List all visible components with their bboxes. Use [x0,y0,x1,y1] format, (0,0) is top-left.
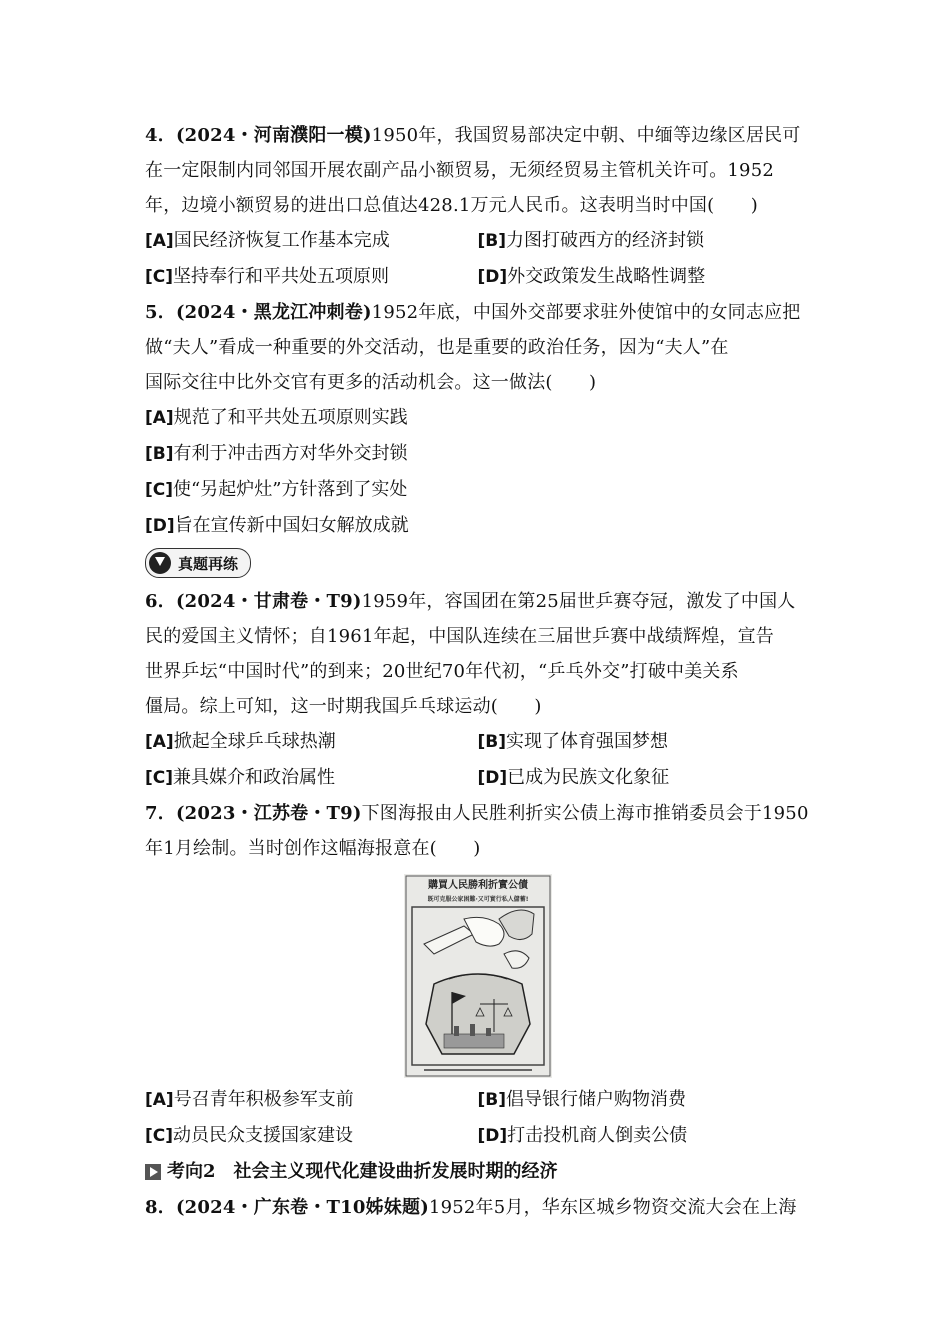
question-stem-line: 7．(2023・江苏卷・T9)下图海报由人民胜利折实公债上海市推销委员会于1950 [145,803,809,824]
option-d[interactable]: [D]打击投机商人倒卖公债 [477,1125,688,1146]
option-b[interactable]: [B]实现了体育强国梦想 [477,731,668,752]
question-source: (2024・黑龙江冲刺卷) [175,302,372,323]
bond-poster-image [404,874,552,1078]
page-content [145,118,810,1225]
question-source: (2024・甘肃卷・T9) [175,591,362,612]
question-stem-line: 做“夫人”看成一种重要的外交活动，也是重要的政治任务，因为“夫人”在 [145,337,729,358]
options-row [145,436,810,472]
options-row [145,400,810,436]
options-row [145,259,810,295]
section-heading [145,1154,810,1190]
question-stem-line: 民的爱国主义情怀；自1961年起，中国队连续在三届世乒赛中战绩辉煌，宣告 [145,626,775,647]
question-stem-line: 年，边境小额贸易的进出口总值达428.1万元人民币。这表明当时中国( ) [145,195,758,216]
play-triangle-icon [145,1164,161,1180]
question-stem-line: 世界乒坛“中国时代”的到来；20世纪70年代初，“乒乓外交”打破中美关系 [145,661,739,682]
option-b[interactable]: [B]有利于冲击西方对华外交封锁 [145,443,408,464]
poster-figure [145,874,810,1078]
option-c[interactable]: [C]兼具媒介和政治属性 [145,767,336,788]
poster-title: 購買人民勝利折實公債 [427,880,528,891]
option-c[interactable]: [C]使“另起炉灶”方针落到了实处 [145,479,408,500]
option-a[interactable]: [A]号召青年积极参军支前 [145,1089,354,1110]
question-6 [145,584,810,796]
question-7 [145,796,810,1154]
option-c[interactable]: [C]动员民众支援国家建设 [145,1125,354,1146]
question-number: 5． [145,302,176,323]
option-c[interactable]: [C]坚持奉行和平共处五项原则 [145,266,390,287]
option-a[interactable]: [A]规范了和平共处五项原则实践 [145,407,408,428]
badge-label: 真题再练 [178,554,239,573]
option-a[interactable]: [A]国民经济恢复工作基本完成 [145,230,390,251]
section-label: 考向2 社会主义现代化建设曲折发展时期的经济 [167,1161,558,1182]
options-row [145,1118,810,1154]
poster-subtitle: 既可克服公家困難·又可實行私人儲蓄! [426,896,529,903]
section-badge [145,548,251,578]
question-source: (2023・江苏卷・T9) [175,803,362,824]
option-a[interactable]: [A]掀起全球乒乓球热潮 [145,731,336,752]
question-5 [145,295,810,544]
question-stem-line: 僵局。综上可知，这一时期我国乒乓球运动( ) [145,696,542,717]
option-d[interactable]: [D]旨在宣传新中国妇女解放成就 [145,515,409,536]
options-row [145,724,810,760]
question-stem-line: 年1月绘制。当时创作这幅海报意在( ) [145,838,481,859]
question-stem-line: 4．(2024・河南濮阳一模)1950年，我国贸易部决定中朝、中缅等边缘区居民可 [145,125,801,146]
question-number: 8． [145,1197,176,1218]
option-d[interactable]: [D]外交政策发生战略性调整 [477,266,706,287]
question-stem-line: 6．(2024・甘肃卷・T9)1959年，容国团在第25届世乒赛夺冠，激发了中国人 [145,591,796,612]
download-arrow-icon [149,552,171,574]
options-row [145,760,810,796]
options-row [145,472,810,508]
question-source: (2024・河南濮阳一模) [175,125,372,146]
question-stem-line: 8．(2024・广东卷・T10姊妹题)1952年5月，华东区城乡物资交流大会在上海 [145,1197,797,1218]
option-d[interactable]: [D]已成为民族文化象征 [477,767,670,788]
question-stem-line: 5．(2024・黑龙江冲刺卷)1952年底，中国外交部要求驻外使馆中的女同志应把 [145,302,801,323]
option-b[interactable]: [B]力图打破西方的经济封锁 [477,230,704,251]
options-row [145,223,810,259]
question-number: 7． [145,803,176,824]
question-4 [145,118,810,295]
options-row [145,508,810,544]
question-stem-line: 在一定限制内同邻国开展农副产品小额贸易，无须经贸易主管机关许可。1952 [145,160,775,181]
question-number: 6． [145,591,176,612]
question-source: (2024・广东卷・T10姊妹题) [175,1197,429,1218]
options-row [145,1082,810,1118]
question-stem-line: 国际交往中比外交官有更多的活动机会。这一做法( ) [145,372,597,393]
question-number: 4． [145,125,176,146]
option-b[interactable]: [B]倡导银行储户购物消费 [477,1089,686,1110]
question-8 [145,1190,810,1225]
